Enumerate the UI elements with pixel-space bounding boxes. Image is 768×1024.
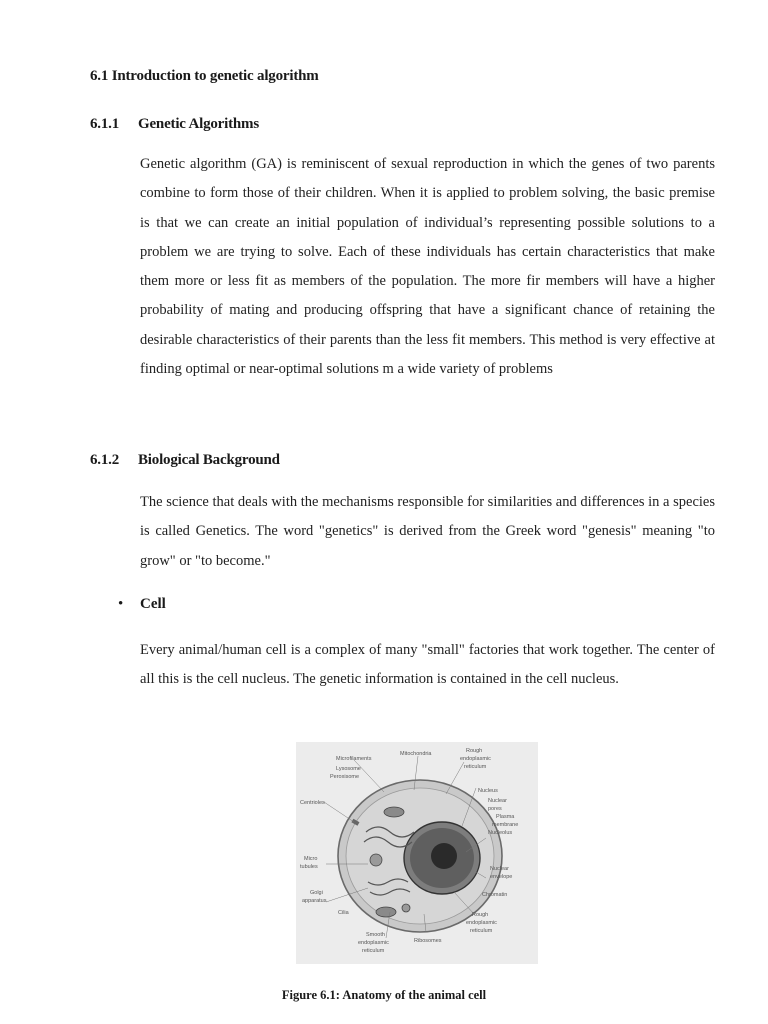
label-smooth-er: reticulum: [362, 948, 385, 954]
bullet-heading-cell: [118, 596, 166, 613]
label-nucleolus: Nucleolus: [488, 830, 513, 836]
subsection-title: Biological Background: [138, 452, 280, 468]
subsection-heading-biological-background: [90, 452, 280, 469]
label-microtubules: tubules: [300, 864, 318, 870]
label-rough-er: endoplasmic: [460, 756, 491, 762]
subsection-title: Genetic Algorithms: [138, 116, 259, 132]
bullet-title: Cell: [140, 596, 166, 612]
label-smooth-er: endoplasmic: [358, 940, 389, 946]
label-plasma-membrane: membrane: [492, 822, 519, 828]
label-rough-er: reticulum: [464, 764, 487, 770]
label-peroxisome: Peroxisome: [330, 774, 360, 780]
label-nucleus: Nucleus: [478, 788, 498, 794]
label-microfilaments: Microfilaments: [336, 756, 372, 762]
paragraph-genetic-algorithms: Genetic algorithm (GA) is reminiscent of sexual reproduction in which the genes of two parents combine to form those of their children. When it is applied to problem solving, the basic premise is that we can create an initial population of individual’s representing possible solutions to a problem we are trying to solve. Each of these individuals has certain characteristics that make them more or less fit as members of the population. The more fir members will have a higher probability of mating and producing offspring that have a significant chance of retaining the desirable characteristics of their parents than the less fit members. This method is very effective at finding optimal or near-optimal solutions m a wide variety of problems: [140, 156, 715, 378]
label-golgi-apparatus: apparatus: [302, 898, 327, 904]
label-centrioles: Centrioles: [300, 800, 325, 806]
label-nuclear-envelope: Nuclear: [490, 866, 509, 872]
label-rough-er: Rough: [466, 748, 483, 754]
subsection-heading-genetic-algorithms: [90, 116, 259, 133]
label-nuclear-pores: pores: [488, 806, 502, 812]
subsection-number: 6.1.1: [90, 116, 120, 132]
label-plasma-membrane: Plasma: [496, 814, 515, 820]
label-rough-er-2: endoplasmic: [466, 920, 497, 926]
label-rough-er-2: Rough: [472, 912, 489, 918]
paragraph-biological-background: The science that deals with the mechanisms responsible for similarities and differences in a species is called Genetics. The word "genetics" is derived from the Greek word "genesis" meaning "to grow" or "to become.": [140, 494, 715, 569]
subsection-number: 6.1.2: [90, 452, 120, 468]
paragraph-cell: Every animal/human cell is a complex of many "small" factories that work together. The center of all this is the cell nucleus. The genetic information is contained in the cell nucleus.: [140, 642, 715, 688]
figure-animal-cell: [296, 742, 538, 964]
label-golgi-apparatus: Golgi: [310, 890, 323, 896]
label-rough-er-2: reticulum: [470, 928, 493, 934]
label-microtubules: Micro: [304, 856, 318, 862]
bullet-dot-icon: •: [118, 596, 124, 612]
animal-cell-diagram: [296, 742, 538, 964]
label-cilia: Cilia: [338, 910, 349, 916]
label-smooth-er: Smooth: [366, 932, 385, 938]
label-nuclear-envelope: envelope: [490, 874, 513, 880]
label-chromatin: Chromatin: [482, 892, 508, 898]
figure-caption: Figure 6.1: Anatomy of the animal cell: [281, 988, 487, 1002]
label-nuclear-pores: Nuclear: [488, 798, 507, 804]
label-mitochondria: Mitochondria: [400, 751, 432, 757]
section-heading: 6.1 Introduction to genetic algorithm: [90, 68, 319, 84]
label-ribosomes: Ribosomes: [414, 938, 442, 944]
label-lysosome: Lysosome: [336, 766, 361, 772]
